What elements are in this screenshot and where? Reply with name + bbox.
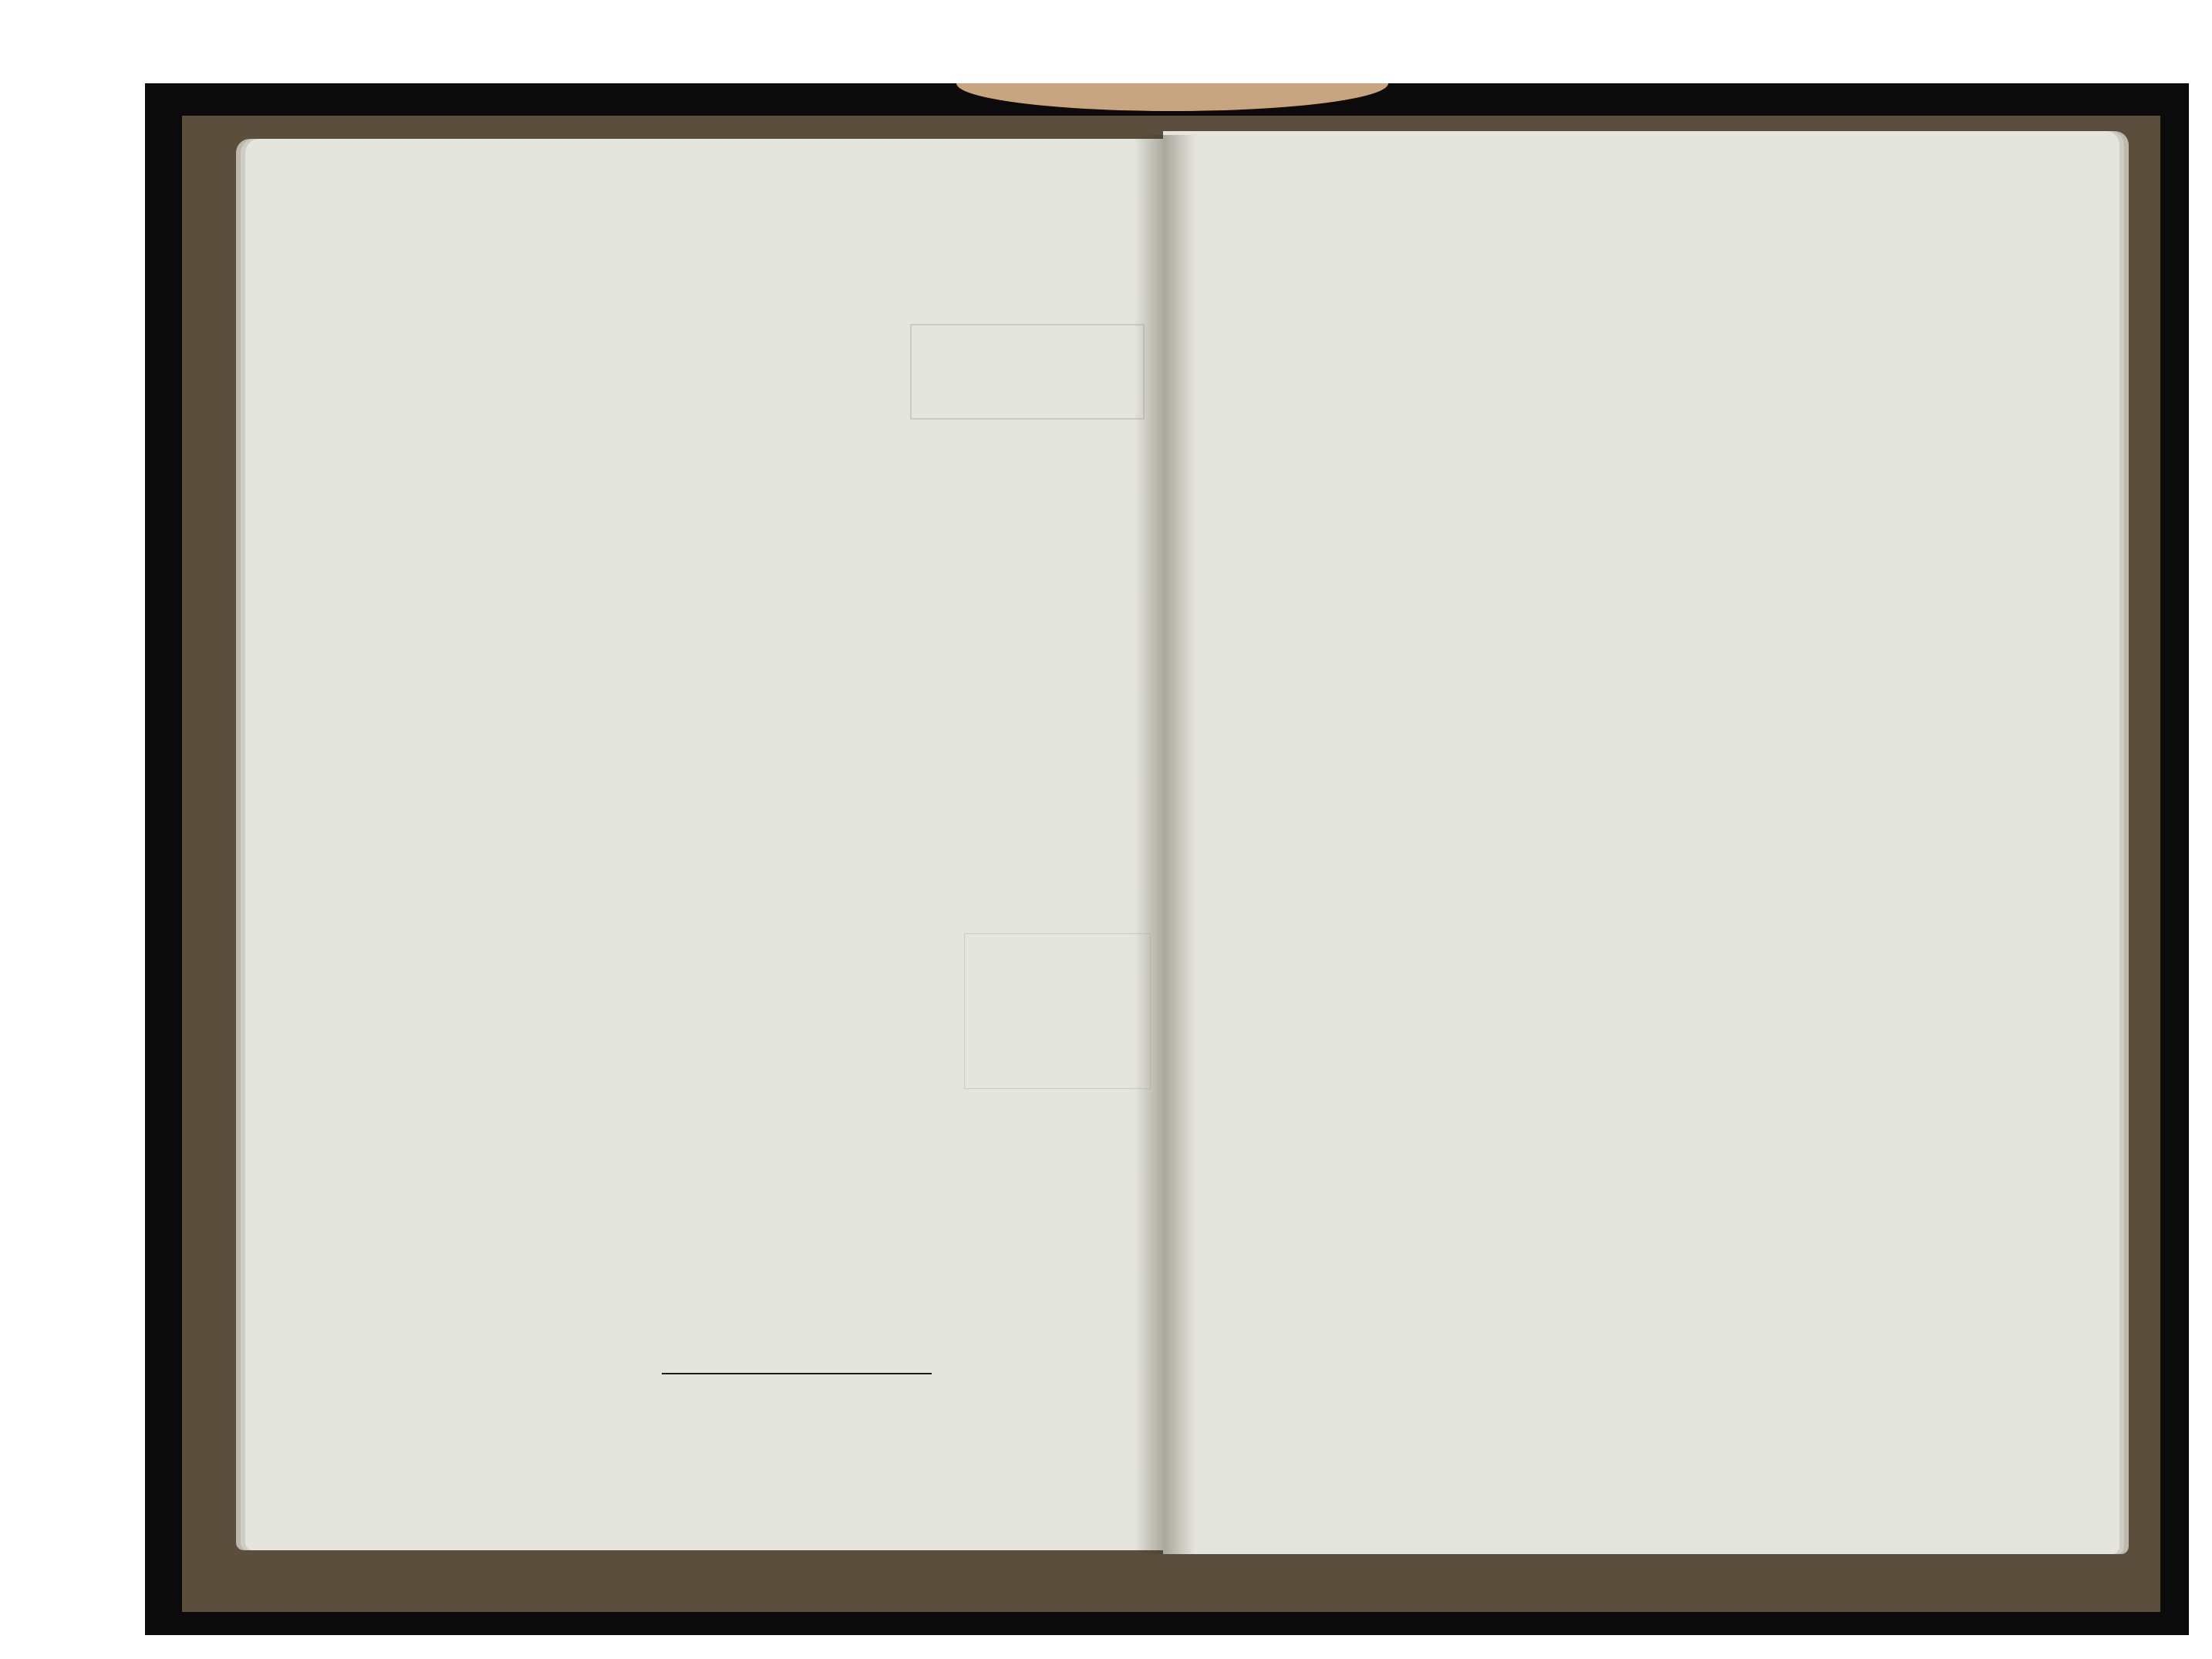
signature-line bbox=[662, 1373, 932, 1374]
bleed-through-block bbox=[964, 933, 1151, 1089]
right-page bbox=[1163, 131, 2119, 1554]
bleed-through-stamp bbox=[910, 324, 1145, 420]
